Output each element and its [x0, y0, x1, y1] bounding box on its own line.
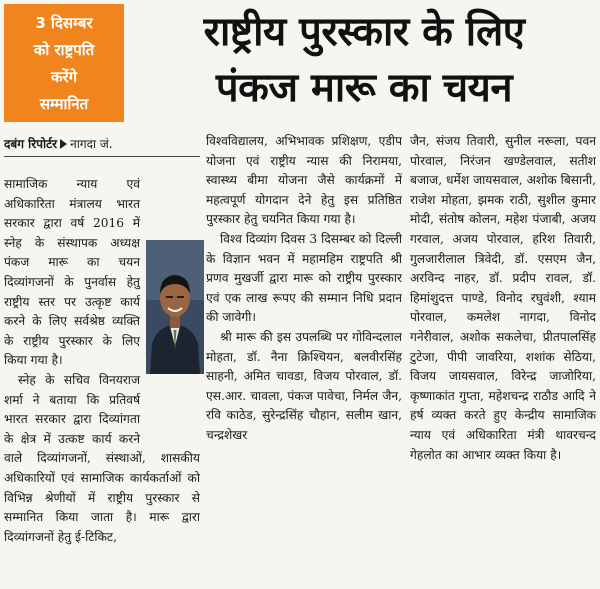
arrow-icon: [60, 139, 67, 149]
headline-line-2: पंकज मारू का चयन: [215, 64, 513, 111]
col1-paragraph-2: स्नेह के सचिव विनयराज शर्मा ने बताया कि प्रतिवर्ष भारत सरकार द्वारा दिव्यांगता के क्षेत्र में उत्कष्ट कार्य करने वाले दिव्यांगजनों, संस्थाओं, शासकीय अधिकारियों एवं सामाजिक कार्यकर्ताओं को विभिन्न श्रेणीयों में राष्ट्रीय पुरस्कार से सम्मानित किया जाता है। मारू द्वारा दिव्यांगजनों हेतु ई-टिकिट,: [4, 372, 200, 544]
col1-p1-text: सामाजिक न्याय एवं अधिकारिता मंत्रालय भारत सरकार द्वारा वर्ष 2016 में स्नेह के संस्थापक अध्यक्ष पंकज मारू का चयन दिव्यांगजनों के पुनर्वास हेतु राष्ट्रीय स्तर पर उत्कृष्ट कार्य करने के लिए सर्वश्रेष्ठ व्यक्ति के राष्ट्रीय पुरस्कार के लिए किया गया है।: [4, 177, 140, 368]
highlight-badge: [4, 4, 124, 122]
dateline-location: नागदा जं.: [70, 137, 113, 151]
badge-line-2: को राष्ट्रपति: [33, 41, 95, 59]
col1-paragraph-1: [4, 175, 200, 371]
headline: [132, 4, 596, 116]
headline-line-1: राष्ट्रीय पुरस्कार के लिए: [203, 8, 525, 55]
badge-line-1: 3 दिसम्बर: [35, 14, 93, 32]
byline-divider: [4, 156, 200, 157]
col3-paragraph-1: जैन, संजय तिवारी, सुनील नरूला, पवन पोरवाल, निरंजन खण्डेलवाल, सतीश बजाज, धर्मेश जायसवाल, अशोक बिसानी, राजेश मोहता, झमक राठी, सुशील कुमार मोदी, संतोष कोलन, महेश पंजाबी, अजय गरवाल, अजय पोरवाल, हरिश तिवारी, गुलजारीलाल त्रिवेदी, डॉ. एसएम जैन, अरविन्द नाहर, डॉ. प्रदीप रावल, डॉ. हिमांशुदत्त पाण्डे, विनोद रघुवंशी, श्याम पोरवाल, कमलेश नागदा, विनोद गनेरीवाल, अशोक सकलेचा, प्रीतपालसिंह टुटेजा, पीपी जावरिया, शशांक सेठिया, विजय जायसवाल, विरेन्द्र जाजोरिया, कृष्णाकांत गुप्ता, महेशचन्द्र राठौड आदि ने हर्ष व्यक्त करते हुए केन्द्रीय सामाजिक न्याय एवं अधिकारिता मंत्री थावरचन्द गेहलोत का आभार व्यक्त किया है।: [410, 134, 596, 462]
col2-paragraph-3: श्री मारू की इस उपलब्धि पर गोविन्दलाल मोहता, डॉ. नैना क्रिश्चियन, बलवीरसिंह साहनी, अमित चावडा, विजय पोरवाल, डॉ. एस.आर. चावला, पंकज पावेचा, निर्मल जैन, रवि काठेड, सुरेन्द्रसिंह चौहान, सलीम खान, चन्द्रशेखर: [206, 329, 402, 442]
badge-line-4: सम्मानित: [39, 95, 89, 113]
article-column-3: [410, 132, 596, 584]
article-column-1: [4, 175, 200, 585]
reporter-name: दबंग रिपोर्टर: [4, 137, 58, 151]
badge-line-3: करेंगे: [50, 68, 78, 86]
article-column-2: [206, 132, 402, 584]
col2-paragraph-2: विश्व दिव्यांग दिवस 3 दिसम्बर को दिल्ली के विज्ञान भवन में महामहिम राष्ट्रपति श्री प्रणव मुखर्जी द्वारा मारू को राष्ट्रीय पुरस्कार एवं एक लाख रूपए की सम्मान निधि प्रदान की जावेगी।: [206, 231, 402, 325]
col2-paragraph-1: विश्वविद्यालय, अभिभावक प्रशिक्षण, एडीप योजना एवं राष्ट्रीय न्यास की निरामया, स्वास्थ्य बीमा योजना जैसे कार्यक्रमों में महत्वपूर्ण योगदान देने हेतु इस प्रतिष्ठित पुरस्कार हेतु चयनित किया गया है।: [206, 134, 402, 227]
byline: [4, 135, 200, 155]
